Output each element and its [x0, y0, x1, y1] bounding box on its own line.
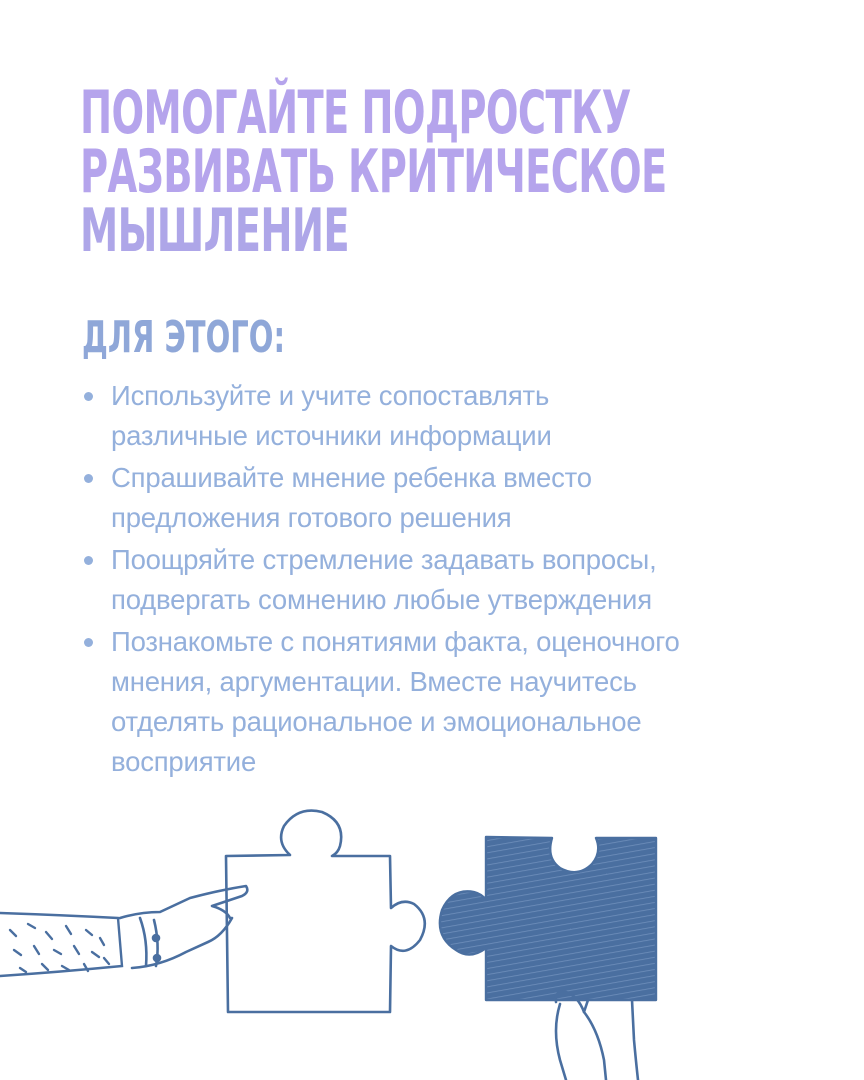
hand-right-icon [556, 992, 638, 1080]
list-item-line: мнения, аргументации. Вместе научитесь [111, 666, 637, 697]
list-item-line: восприятие [111, 746, 257, 777]
list-item-line: различные источники информации [111, 420, 552, 451]
bullet-icon [84, 474, 93, 483]
filled-puzzle-piece-icon [440, 837, 656, 1000]
list-item-line: Спрашивайте мнение ребенка вместо [111, 462, 592, 493]
bullet-icon [84, 392, 93, 401]
bullet-icon [84, 638, 93, 647]
title-line: РАЗВИВАТЬ КРИТИЧЕСКОЕ [80, 137, 667, 207]
list-item-line: Используйте и учите сопоставлять [111, 380, 550, 411]
section-heading: ДЛЯ ЭТОГО: [82, 312, 286, 363]
outline-puzzle-piece-icon [226, 811, 425, 1012]
list-item [80, 622, 800, 782]
list-item-line: Познакомьте с понятиями факта, оценочного [111, 626, 680, 657]
title-line: ПОМОГАЙТЕ ПОДРОСТКУ [80, 78, 631, 148]
list-item-line: предложения готового решения [111, 502, 512, 533]
tips-list [80, 376, 800, 784]
title-line: МЫШЛЕНИЕ [80, 196, 349, 266]
sleeve-icon [0, 913, 122, 976]
page-title [80, 78, 667, 266]
bullet-icon [84, 556, 93, 565]
list-item-line: отделять рациональное и эмоциональное [111, 706, 642, 737]
list-item-line: Поощряйте стремление задавать вопросы, [111, 544, 657, 575]
list-item-line: подвергать сомнению любые утверждения [111, 584, 652, 615]
list-item [80, 540, 800, 620]
puzzle-hands-illustration [0, 800, 864, 1080]
list-item [80, 458, 800, 538]
list-item [80, 376, 800, 456]
